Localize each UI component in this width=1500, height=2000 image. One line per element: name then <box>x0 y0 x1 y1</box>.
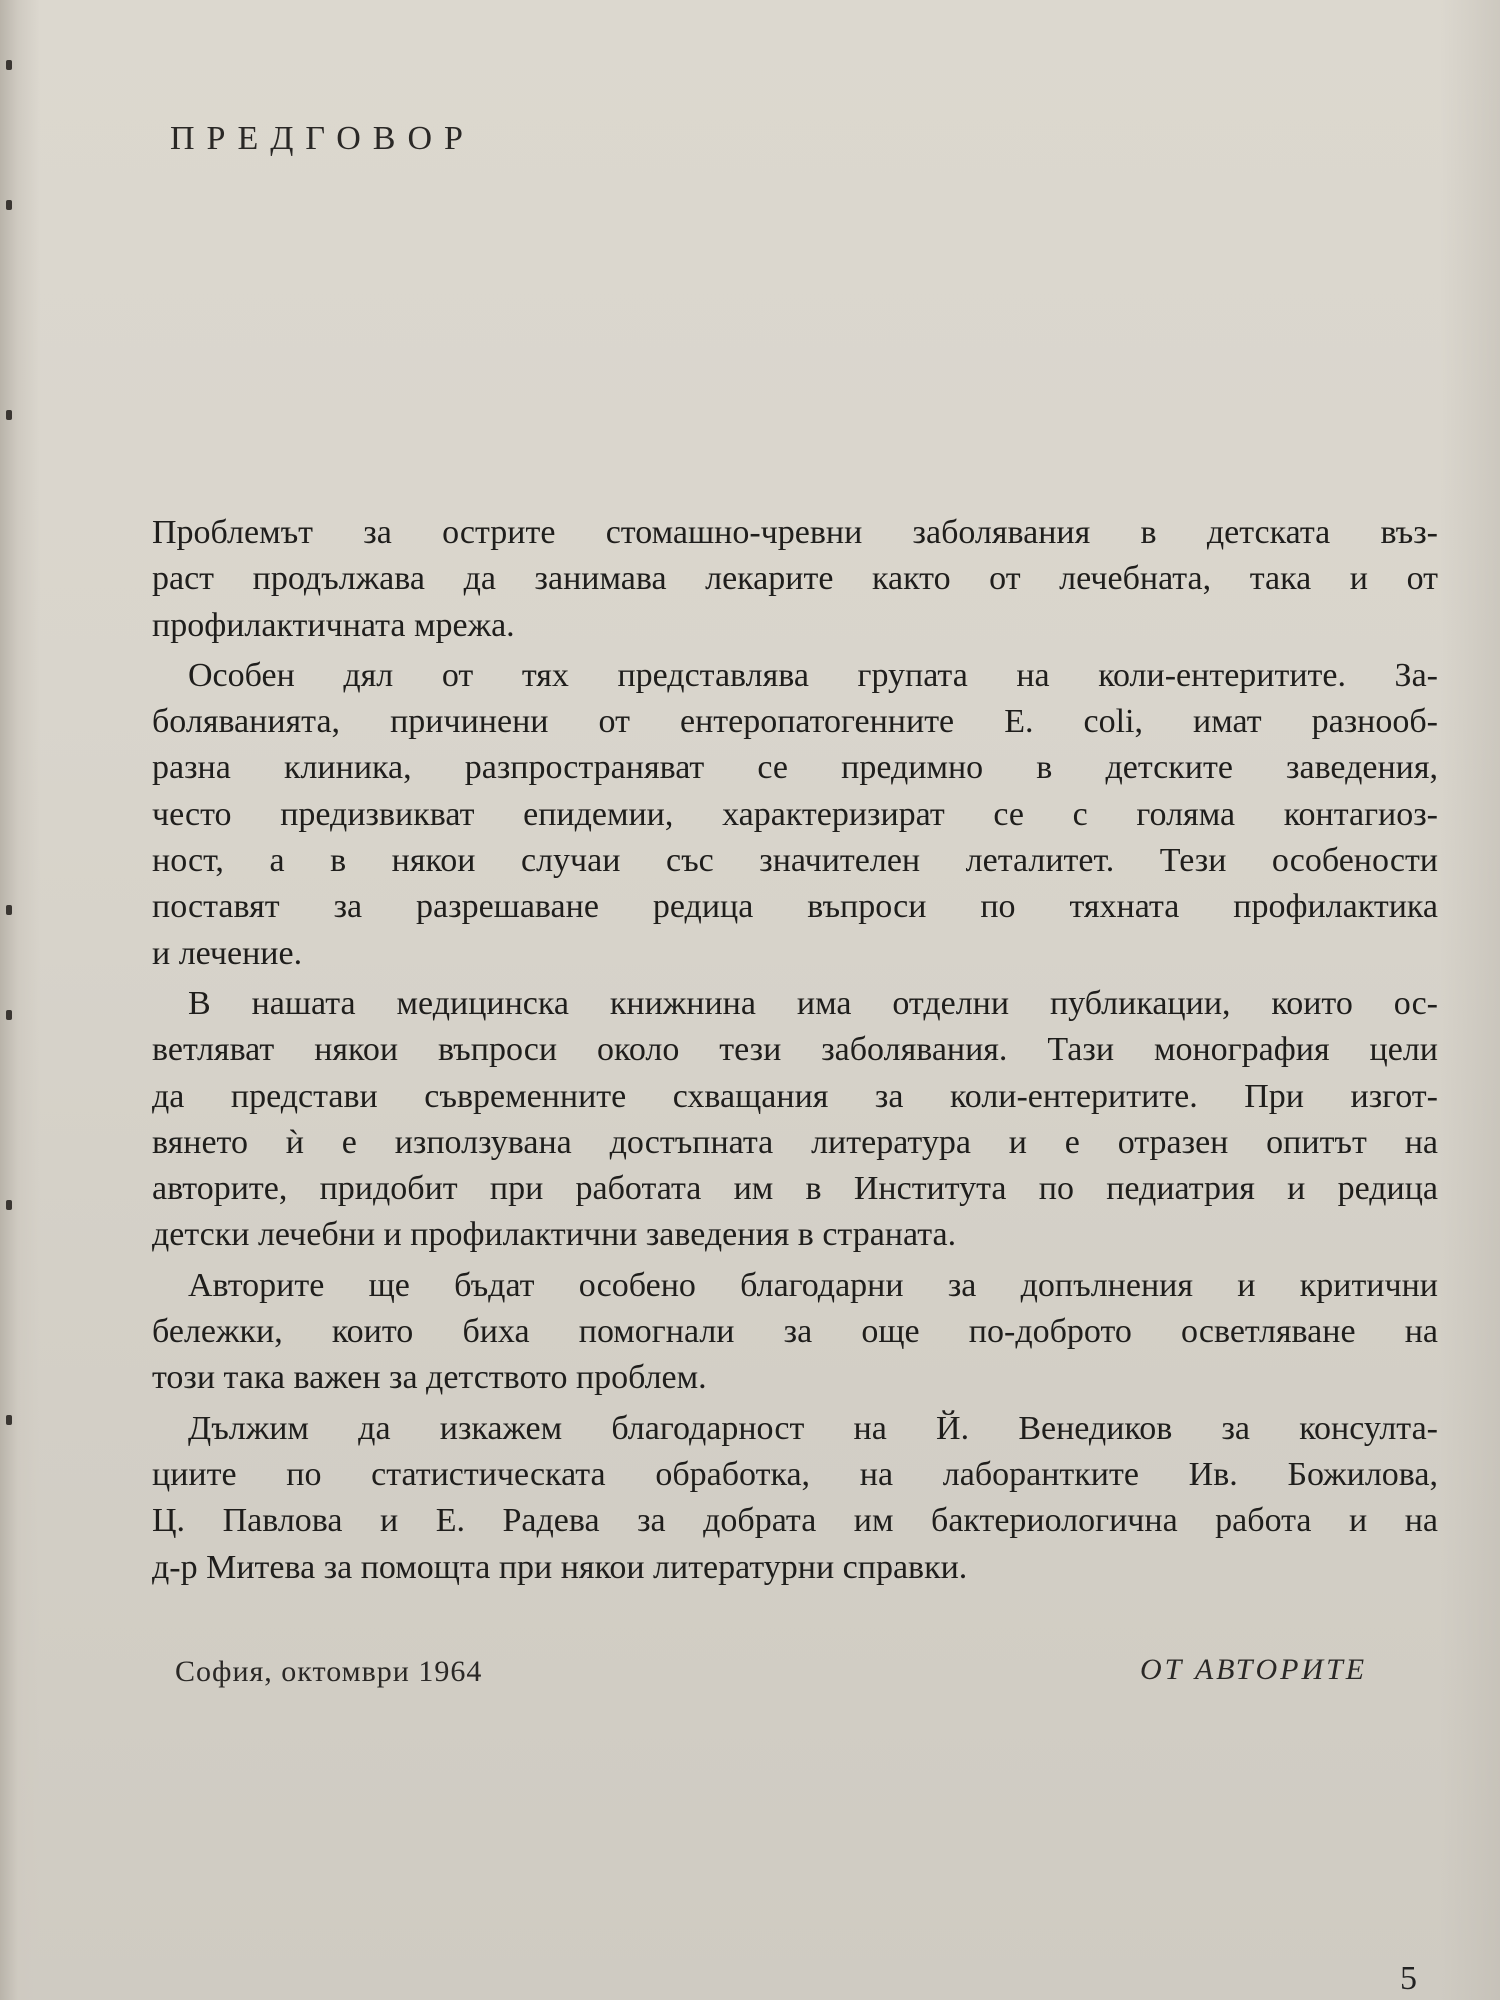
binding-stitch-marks <box>6 0 20 2000</box>
text-line: В нашата медицинска книжнина има отделни публикации, които ос- <box>188 984 1438 1022</box>
text-line: ност, а в някои случаи със значителен леталитет. Тези особености <box>152 842 1438 880</box>
text-line: разна клиника, разпространяват се предимно в детските заведения, <box>152 749 1438 787</box>
stitch-mark <box>6 905 12 915</box>
text-line: да представи съвременните схващания за коли-ентеритите. При изгот- <box>152 1077 1438 1115</box>
text-line: Дължим да изкажем благодарност на Й. Венедиков за консулта- <box>188 1409 1438 1447</box>
stitch-mark <box>6 200 12 210</box>
text-line: Авторите ще бъдат особено благодарни за допълнения и критични <box>188 1266 1438 1304</box>
text-line: Проблемът за острите стомашно-чревни заболявания в детската въз- <box>152 514 1438 551</box>
author-signature: ОТ АВТОРИТЕ <box>1140 1653 1368 1686</box>
text-line: циите по статистическата обработка, на лаборантките Ив. Божилова, <box>152 1455 1438 1493</box>
stitch-mark <box>6 1200 12 1210</box>
text-line: поставят за разрешаване редица въпроси по тяхната профилактика <box>152 888 1438 926</box>
stitch-mark <box>6 60 12 70</box>
text-line: Ц. Павлова и Е. Радева за добрата им бактериологична работа и на <box>152 1502 1438 1540</box>
text-line: раст продължава да занимава лекарите както от лечебната, така и от <box>152 560 1438 598</box>
paragraph <box>152 510 1438 649</box>
place-and-date: София, октомври 1964 <box>175 1655 483 1688</box>
text-line: д-р Митева за помощта при някои литературни справки. <box>152 1548 968 1586</box>
document-body <box>152 510 1438 1591</box>
text-line: често предизвикват епидемии, характеризират се с голяма контагиоз- <box>152 795 1438 833</box>
text-line: Особен дял от тях представлява групата на коли-ентеритите. За- <box>188 656 1438 694</box>
text-line: профилактичната мрежа. <box>152 606 515 644</box>
paragraph <box>152 981 1438 1259</box>
text-line: детски лечебни и профилактични заведения в страната. <box>152 1216 957 1254</box>
text-line: ветляват някои въпроси около тези заболявания. Тази монография цели <box>152 1031 1438 1069</box>
stitch-mark <box>6 1010 12 1020</box>
paragraph <box>152 1406 1438 1591</box>
page-number: 5 <box>1400 1960 1417 1997</box>
text-line: и лечение. <box>152 934 303 972</box>
text-line: боляванията, причинени от ентеропатогенните E. coli, имат разнооб- <box>152 703 1438 741</box>
text-line: вянето ѝ е използувана достъпната литература и е отразен опитът на <box>152 1123 1438 1161</box>
text-line: този така важен за детството проблем. <box>152 1359 707 1397</box>
paragraph <box>152 1263 1438 1402</box>
paragraph <box>152 653 1438 977</box>
text-line: авторите, придобит при работата им в Института по педиатрия и редица <box>152 1170 1438 1208</box>
page-edge-shadow <box>1440 0 1500 2000</box>
stitch-mark <box>6 410 12 420</box>
text-line: бележки, които биха помогнали за още по-доброто осветляване на <box>152 1313 1438 1351</box>
page-title: ПРЕДГОВОР <box>170 120 475 157</box>
stitch-mark <box>6 1415 12 1425</box>
